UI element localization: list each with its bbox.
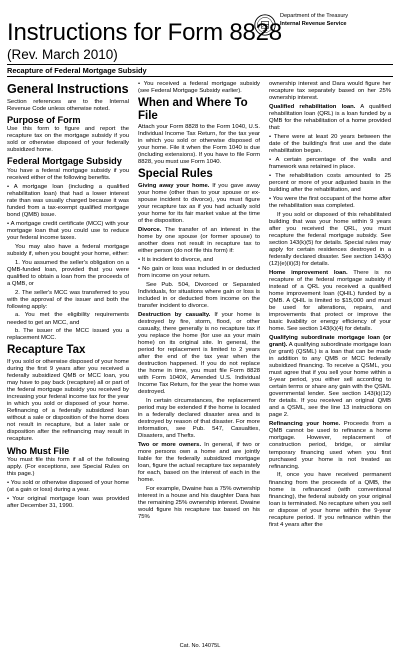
rule-home-improvement-lead: Home improvement loan. [269,269,348,276]
divorce-bullet-2: • No gain or loss was included in or deducted from income on your return. [138,265,260,279]
who-paragraph: You must file this form if all of the following apply. (For exceptions, see Special Rules on this page.) [7,457,129,478]
rule-refinancing-text: Proceeds from a QMB cannot be used to refinance a home mortgage. However, replacement of construction period, bridge, or similar temporary financing used when you first purchased your home is not treated as refinancing. [269,421,391,470]
heading-general-instructions: General Instructions [7,82,129,96]
rule-home-improvement [269,270,391,333]
when-paragraph: Attach your Form 8828 to the Form 1040, U.S. Individual Income Tax Return, for the tax year in which you sold or otherwise disposed of your home. File it when the Form 1040 is due (including extensions). If you have to file Form 8828, you must use Form 1040. [138,124,260,166]
intro-paragraph: Section references are to the Internal Revenue Code unless otherwise noted. [7,98,129,112]
rule-two-owners-lead: Two or more owners. [138,442,202,449]
heading-who-must-file: Who Must File [7,445,70,456]
fms-item-2b: b. The issuer of the MCC issued you a replacement MCC. [7,328,129,342]
rule-casualty [138,312,260,397]
form-title: Instructions for Form 8828 [7,19,282,46]
rule-giving-away-text: If you gave away your home (other than to your spouse or ex-spouse incident to divorce), you must figure your recapture tax as if you had actually sold your home for its fair market value at the time of the disposition. [138,182,260,225]
who-bullet-1: • You sold or otherwise disposed of your home (at a gain or loss) during a year. [7,479,129,493]
rule-giving-away [138,183,260,225]
qrl-bullet-4: • You were the first occupant of the home after the rehabilitation was completed. [269,195,391,209]
dept-line-2: Internal Revenue Service [280,20,347,27]
rule-divorce-text: The transfer of an interest in the home by one spouse (or former spouse) to another does not result in recapture tax to either person (do not file this form) if: [138,226,260,255]
rule-casualty-lead: Destruction by casualty. [138,311,211,318]
column-1 [7,81,129,641]
fms-bullet-2: • A mortgage credit certificate (MCC) with your mortgage loan that you could use to reduce your federal income taxes. [7,220,129,241]
rule-refinancing [269,421,391,470]
rule-divorce [138,227,260,255]
divorce-bullet-1: • It is incident to divorce, and [138,256,214,263]
revision-date: (Rev. March 2010) [7,47,118,62]
divorce-pub-paragraph: See Pub. 504, Divorced or Separated Individuals, for situations where gain or loss is included in or deducted from income on the transfer incident to divorce. [138,281,260,309]
catalog-number: Cat. No. 14075L [179,643,221,649]
rule-two-owners [138,442,260,484]
department-block [280,13,396,28]
heading-federal-mortgage-subsidy: Federal Mortgage Subsidy [7,156,122,167]
fms-item-1: 1. You assumed the seller's obligation on a QMB-funded loan, provided that you were qualified to obtain a loan from the proceeds of a QMB, or [7,259,129,287]
rule-subordinate-loan-lead: Qualifying subordinate mortgage loan (or grant). [269,334,391,349]
heading-purpose: Purpose of Form [7,114,81,125]
rule-qrl-lead: Qualified rehabilitation loan. [269,103,356,110]
fms-paragraph: You have a federal mortgage subsidy if you received either of the following benefits. [7,167,129,181]
qrl-bullet-3: • The rehabilitation costs amounted to 25 percent or more of your adjusted basis in the building after the rehabilitation, and [269,172,391,193]
qrl-disposal-paragraph: If you sold or disposed of this rehabilitated building that was your home within 9 years after you received the QRL, you must recapture the federal mortgage subsidy. See section 143(k)(5) for details. Special rules may apply for certain residences destroyed in a federally declared disaster. See section 143(k)(12)(e)(ii)(3) for details. [269,211,391,267]
fms-bullet-1: • A mortgage loan (including a qualified rehabilitation loan) that had a lower interest rate than was usually charged because it was funded from a tax-exempt qualified mortgage bond (QMB) issue. [7,183,129,218]
recapture-paragraph: If you sold or otherwise disposed of your home during the first 9 years after you received a federally subsidized QMB or MCC loan, you may have to pay back (recapture) all or part of the federal mortgage subsidy you received by increasing your federal income tax for the year in which you sold or disposed of your home. Refinancing of a federally subsidized loan without a sale or disposition of the home does not result in recapture, but a later sale or disposition after the refinancing may result in recapture. [7,358,129,443]
casualty-extension-paragraph: In certain circumstances, the replacement period may be extended if the home is located in a federally declared disaster area and is destroyed by reason of that disaster. For more information, see Pub. 547, Casualties, Disasters, and Thefts. [138,398,260,440]
header-rule-bottom [7,76,393,77]
rule-refinancing-lead: Refinancing your home. [269,421,341,428]
refinancing-continued: If, once you have received permanent financing from the proceeds of a QMB, the home is refinanced (with conventional financing), the federal subsidy on your original loan is terminated. No recapture when you sell or dispose of your home within the 9-year recapture period. If you refinance within the first 4 years after the [269,472,391,528]
heading-special-rules: Special Rules [138,168,213,181]
qrl-bullet-1: • There were at least 20 years between the date of the building's first use and the date rehabilitation began. [269,133,391,155]
fms-item-2: 2. The seller's MCC was transferred to you with the approval of the issuer and both the following apply: [7,289,129,310]
column-2 [138,81,260,641]
heading-when-where: When and Where To File [138,97,248,122]
rule-qrl [269,104,391,132]
purpose-paragraph: Use this form to figure and report the recapture tax on the mortgage subsidy if you sold or otherwise disposed of your federally subsidized home. [7,126,129,154]
two-owners-example: For example, Dwaine has a 75% ownership interest in a house and his daughter Dara has the remaining 25% ownership interest. Dwaine would figure his recapture tax based on his 75% [138,486,260,521]
who-bullet-2: • Your original mortgage loan was provided after December 31, 1990. [7,495,129,509]
rule-subordinate-loan [269,335,391,420]
rule-giving-away-lead: Giving away your home. [138,182,210,189]
rule-home-improvement-text: There is no recapture of the federal mortgage subsidy if instead of a QRL you received a qualified home improvement loan (QHIL) funded by a QMB. A QHIL is limited to $15,000 and must be used for alterations, repairs, and improvements that protect or improve the basic livability or energy efficiency of your home. See section 143(k)(4) for details. [269,269,391,333]
rule-casualty-text: If your home is destroyed by fire, storm, flood, or other casualty, there generally is no recapture tax if you replace the home (for use as your main home) on its original site. In general, the period for replacement is limited to 2 years after the end of the tax year when the destruction happened. If you do not replace the home in time, you must file Form 8828 with Form 1040X, Amended U.S. Individual Income Tax Return, for the year the home was destroyed. [138,311,260,396]
dept-line-1: Department of the Treasury [280,13,349,19]
fms-also-paragraph: You may also have a federal mortgage subsidy if, when you bought your home, either: [7,243,129,257]
heading-recapture-tax: Recapture Tax [7,344,86,357]
fms-item-2a: a. You met the eligibility requirements needed to get an MCC, and [7,312,129,326]
rule-divorce-lead: Divorce. [138,226,162,233]
two-owners-continued: ownership interest and Dara would figure her recapture tax separately based on her 25% ownership interest. [269,81,391,102]
column-3 [269,81,391,641]
rule-subordinate-loan-text: A qualifying subordinate mortgage loan (or grant) (QSML) is a loan that can be made in addition to any QMB or MCC federally subsidized financing. To receive a QSML, you must agree that if you sell your home within a 9-year period, you either sell according to certain terms or share any gain with the QSML governmental lender. See section 143(k)(12) for details. If you received an original QMB and a QSML, see the line 13 instructions on page 2. [269,342,391,419]
qrl-bullet-2: • A certain percentage of the walls and framework was retained in place. [269,156,391,170]
rule-qrl-text: A qualified rehabilitation loan (QRL) is a loan funded by a QMB for the rehabilitation of a home provided that: [269,103,391,132]
form-subject: Recapture of Federal Mortgage Subsidy [7,66,147,75]
who-bullet-3: • You received a federal mortgage subsidy (see Federal Mortgage Subsidy earlier). [138,81,260,95]
rule-two-owners-text: In general, if two or more persons own a home and are jointly liable for the federally subsidized mortgage loan, figure the actual recapture tax separately for each, based on the interest of each in the home. [138,442,260,484]
header-rule-top [7,64,393,65]
